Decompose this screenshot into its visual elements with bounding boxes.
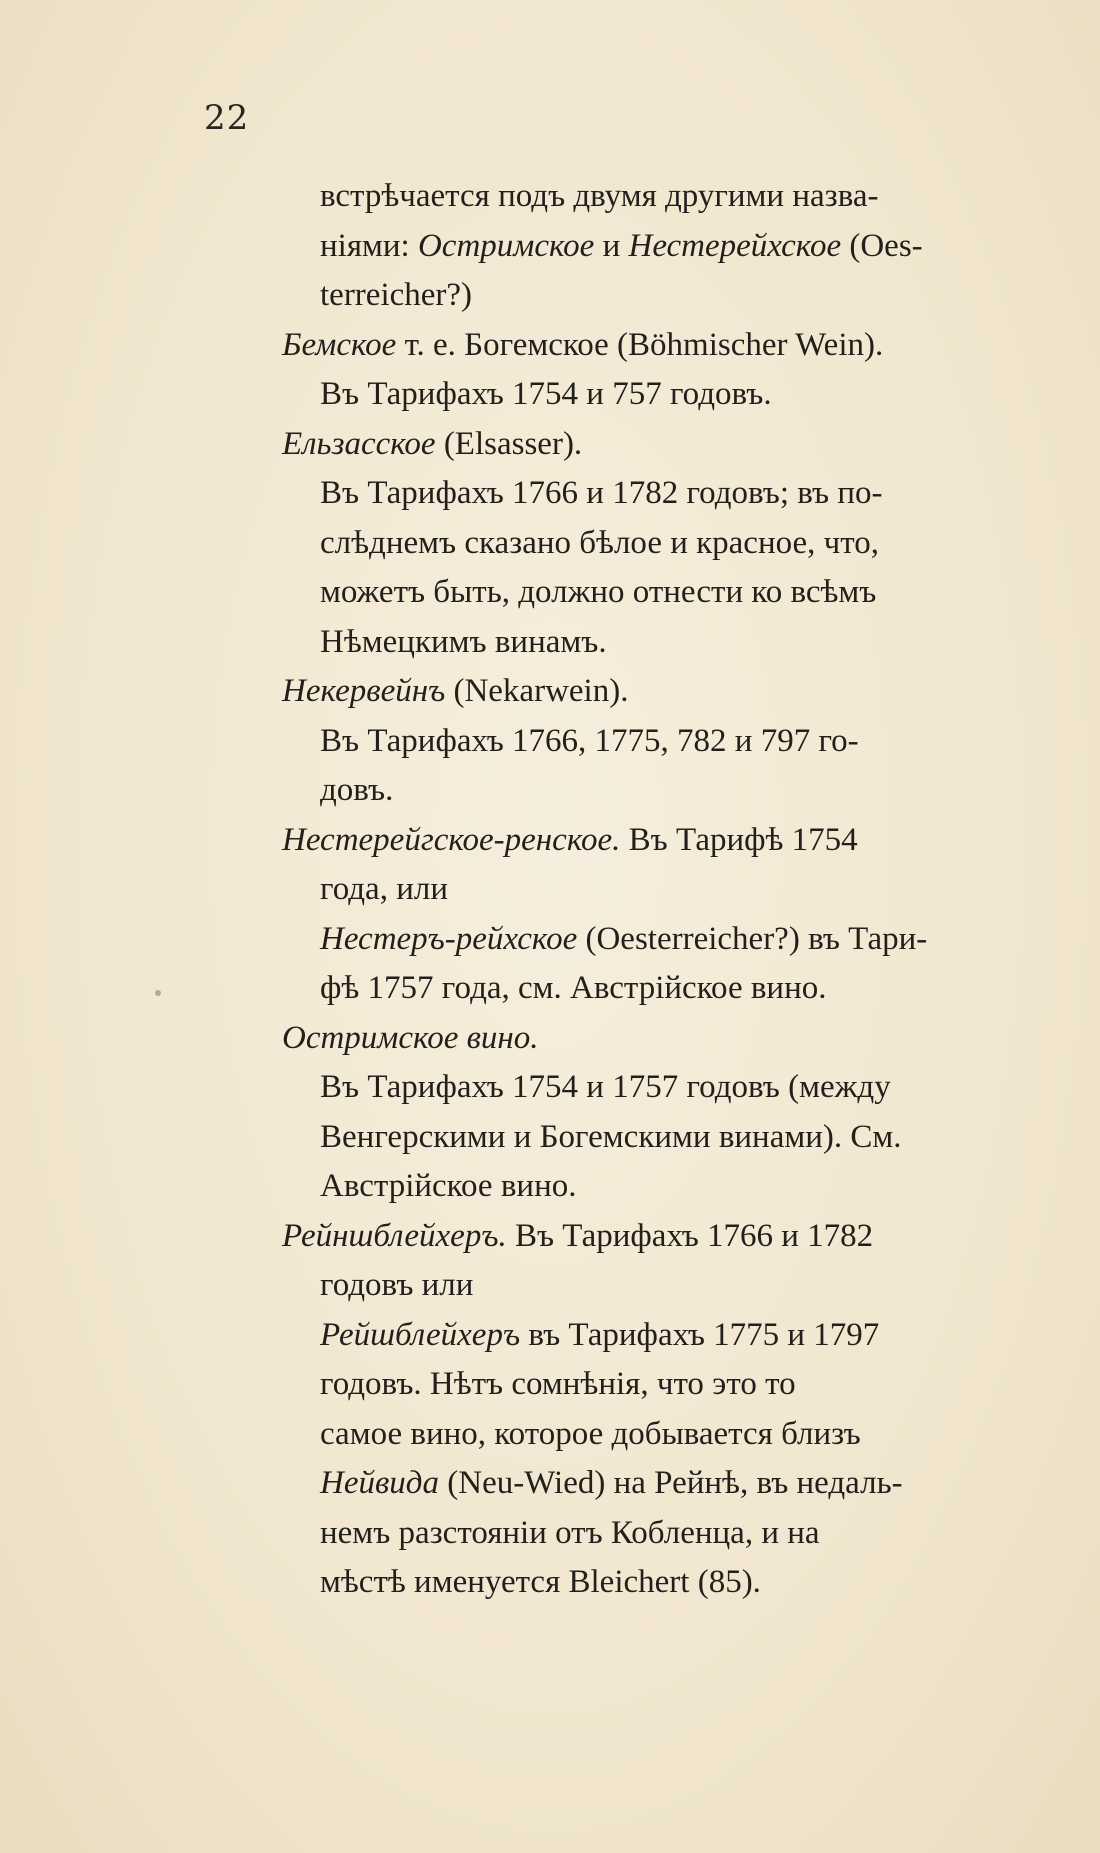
entry-elzasskoe [282, 420, 1022, 470]
entry-heading: Рейншблейхеръ. [282, 1217, 507, 1254]
text-line: Въ Тарифахъ 1754 и 757 годовъ. [320, 376, 772, 412]
entry-nestereygskoe-renskoe [282, 816, 1022, 866]
text-line [320, 915, 1022, 965]
text-line: довъ. [320, 772, 394, 808]
text-line: Венгерскими и Богемскими винами). См. [320, 1118, 902, 1155]
page-number: 22 [204, 98, 250, 138]
continuation-paragraph [282, 172, 1022, 321]
subentry-neyvida [282, 1459, 1022, 1608]
pencil-mark [155, 990, 161, 996]
entry-body [282, 1261, 1022, 1311]
entry-body [282, 717, 1022, 816]
place-name: Нейвида [320, 1465, 439, 1501]
text-line: можетъ быть, должно отнести ко всѣмъ [320, 574, 877, 610]
entry-reynshbleykher [282, 1212, 1022, 1262]
entry-text: (Neu-Wied) на Рейнѣ, въ недаль- [439, 1465, 903, 1501]
subentry-nester-reykhskoe [282, 915, 1022, 1014]
text-line: немъ разстояніи отъ Кобленца, и на [320, 1514, 820, 1551]
entry-text: т. е. Богемское (Böhmischer Wein). [396, 326, 884, 363]
entry-ostrimskoe-vino [282, 1014, 1022, 1064]
entry-body [282, 1063, 1022, 1212]
footnote-reference: (85). [697, 1564, 761, 1600]
entry-heading: Рейшблейхеръ [320, 1316, 521, 1353]
entry-body [282, 865, 1022, 915]
entry-text: Въ Тарифахъ 1766 и 1782 [506, 1217, 874, 1254]
text-line: годовъ. Нѣтъ сомнѣнія, что это то [320, 1366, 796, 1402]
text-line-content: terreicher?) [320, 277, 473, 313]
entry-text: (Nekarwein). [445, 673, 629, 709]
text-line: слѣднемъ сказано бѣлое и красное, что, [320, 524, 880, 561]
entry-text: (Oesterreicher?) въ Тари- [577, 920, 928, 957]
text-line: Австрійское вино. [320, 1168, 577, 1204]
wine-name: Нестерейхское [628, 227, 842, 264]
text-line [320, 222, 1022, 272]
entry-heading: Нестерейгское-ренское. [282, 821, 621, 858]
text-line: Нѣмецкимъ винамъ. [320, 623, 607, 660]
text-line-content: встрѣчается подъ двумя другими назва- [320, 178, 879, 214]
wine-name: Остримское [417, 227, 595, 264]
entry-heading: Бемское [282, 326, 397, 363]
entry-text: Въ Тарифѣ 1754 [620, 821, 858, 858]
entry-heading: Остримское вино. [282, 1019, 539, 1056]
entry-heading: Некервейнъ [282, 673, 446, 709]
entry-text: въ Тарифахъ 1775 и 1797 [520, 1316, 880, 1353]
entry-bemskoe [282, 321, 1022, 371]
text-line [320, 1311, 1022, 1361]
entry-body [282, 469, 1022, 667]
entry-text: мѣстѣ именуется Bleichert [320, 1564, 690, 1600]
text-line [320, 1558, 1022, 1608]
text-line: Въ Тарифахъ 1766, 1775, 782 и 797 го- [320, 722, 859, 759]
text-line [320, 1459, 1022, 1509]
text-line: годовъ или [320, 1267, 474, 1303]
text-line [320, 271, 1022, 321]
entry-heading: Ельзасское [282, 425, 436, 462]
text-line: Въ Тарифахъ 1766 и 1782 годовъ; въ по- [320, 475, 883, 511]
text-line-content: ніями: Остримское и Нестерейхское (Oes- [320, 227, 923, 264]
entry-body [282, 370, 1022, 420]
page-text [282, 172, 1022, 1608]
entry-heading: Нестеръ-рейхское [320, 920, 578, 957]
text-line [320, 172, 1022, 222]
text-line: фѣ 1757 года, см. Австрійское вино. [320, 970, 827, 1006]
entry-text: (Elsasser). [435, 425, 583, 462]
text-line: самое вино, которое добывается близъ [320, 1415, 861, 1452]
text-line: года, или [320, 871, 448, 907]
subentry-reyshbleykher [282, 1311, 1022, 1460]
entry-nekerveyn [282, 667, 1022, 717]
text-line: Въ Тарифахъ 1754 и 1757 годовъ (между [320, 1069, 891, 1105]
